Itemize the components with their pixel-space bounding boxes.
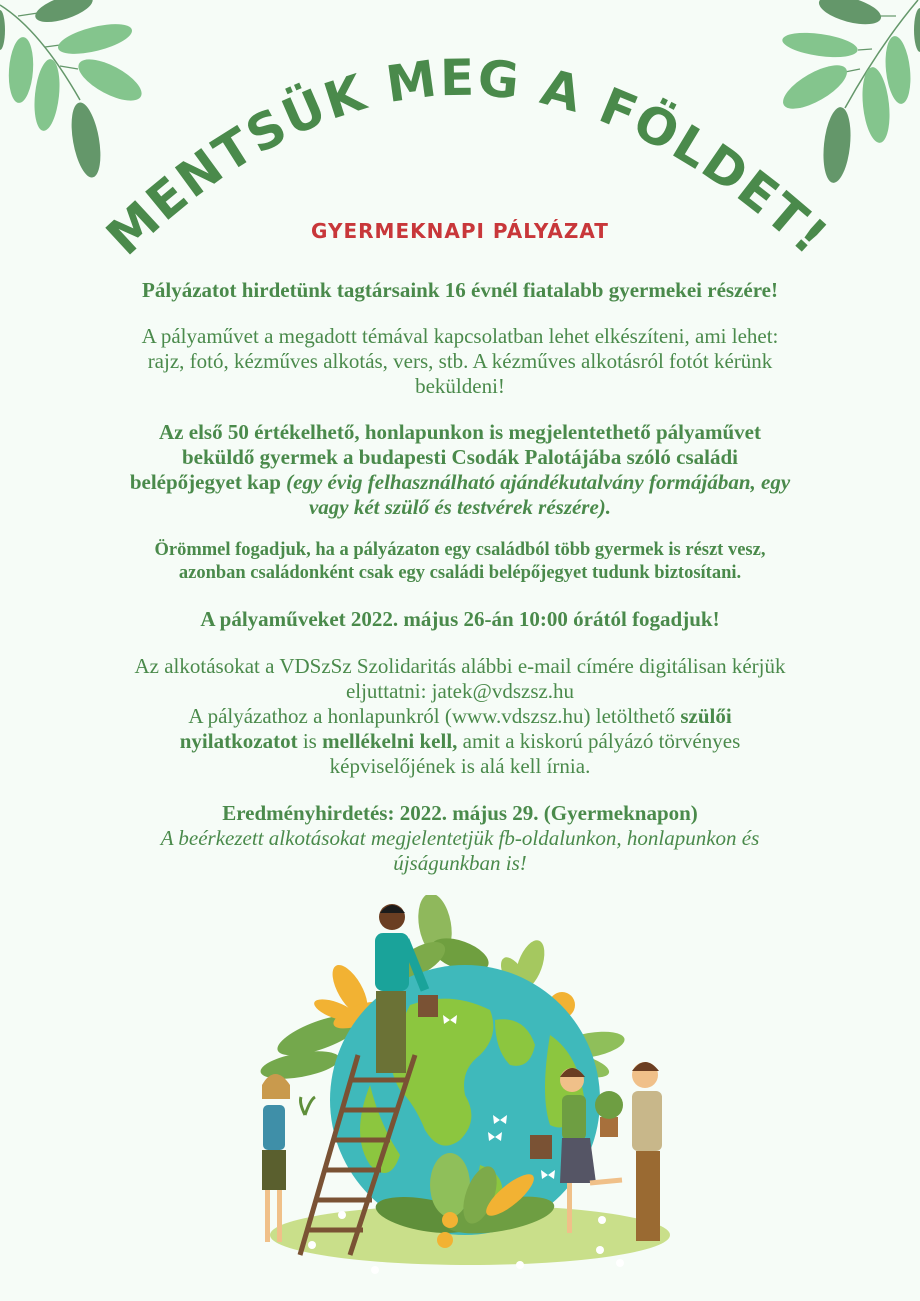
publish-text-line-1: A beérkezett alkotásokat megjelentetjük fb-oldalunkon, honlapunkon és [160,826,760,850]
consent-bold-2: mellékelni kell, [322,729,458,753]
family-text-line-2: azonban családonként csak egy családi belépőjegyet tudunk biztosítani. [178,563,742,583]
poster-body [90,278,830,876]
prize-text-line-3 [90,470,830,495]
submit-prefix: eljuttatni: [345,679,432,703]
consent-text-line-1 [90,704,830,729]
intro-text: Pályázatot hirdetünk tagtársaink 16 évnél fiatalabb gyermekei részére! [142,278,778,302]
consent-bold-1: nyilatkozatot [179,729,298,753]
consent-text-line-2 [90,729,830,754]
prize-text-line-1: Az első 50 értékelhető, honlapunkon is megjelentethető pályaművet [159,420,761,444]
earth-care-illustration [250,895,670,1275]
family-text-line-1: Örömmel fogadjuk, ha a pályázaton egy családból több gyermek is részt vesz, [154,540,766,560]
woman-with-seedling-icon [262,1074,315,1242]
consent-rest: amit a kiskorú pályázó törvényes [457,729,741,753]
consent-text-line-3: képviselőjének is alá kell írnia. [329,754,591,778]
consent-prefix: A pályázathoz a honlapunkról ( [188,704,452,728]
website-link[interactable]: www.vdszsz.hu [451,704,584,728]
prize-text-line-4: vagy két szülő és testvérek részére). [308,495,612,519]
prize-text-line-2: beküldő gyermek a budapesti Csodák Palotájába szóló családi [182,445,738,469]
prize-bold: belépőjegyet kap [129,470,287,494]
topic-text-line-2: rajz, fotó, kézműves alkotás, vers, stb. A kézműves alkotásról fotót kérünk [147,349,773,373]
topic-text-line-1: A pályaművet a megadott témával kapcsolatban lehet elkészíteni, ami lehet: [141,324,779,348]
consent-bold: szülői [680,704,732,728]
poster-subtitle: GYERMEKNAPI PÁLYÁZAT [311,219,609,243]
publish-text-line-2: újságunkban is! [393,851,527,875]
email-link[interactable]: jatek@vdszsz.hu [431,679,575,703]
prize-italic: (egy évig felhasználható ajándékutalvány formájában, egy [286,470,791,494]
poster-title-text: MENTSÜK MEG A FÖLDET! [95,48,840,260]
results-text: Eredményhirdetés: 2022. május 29. (Gyermeknapon) [222,801,698,825]
consent-mid-2: is [297,729,323,753]
submit-text-line-1: Az alkotásokat a VDSzSz Szolidaritás alábbi e-mail címére digitálisan kérjük [134,654,786,678]
submit-text-line-2 [90,679,830,704]
consent-mid: ) letölthető [583,704,681,728]
topic-text-line-3: beküldeni! [415,374,505,398]
deadline-text: A pályaműveket 2022. május 26-án 10:00 órától fogadjuk! [200,607,720,631]
